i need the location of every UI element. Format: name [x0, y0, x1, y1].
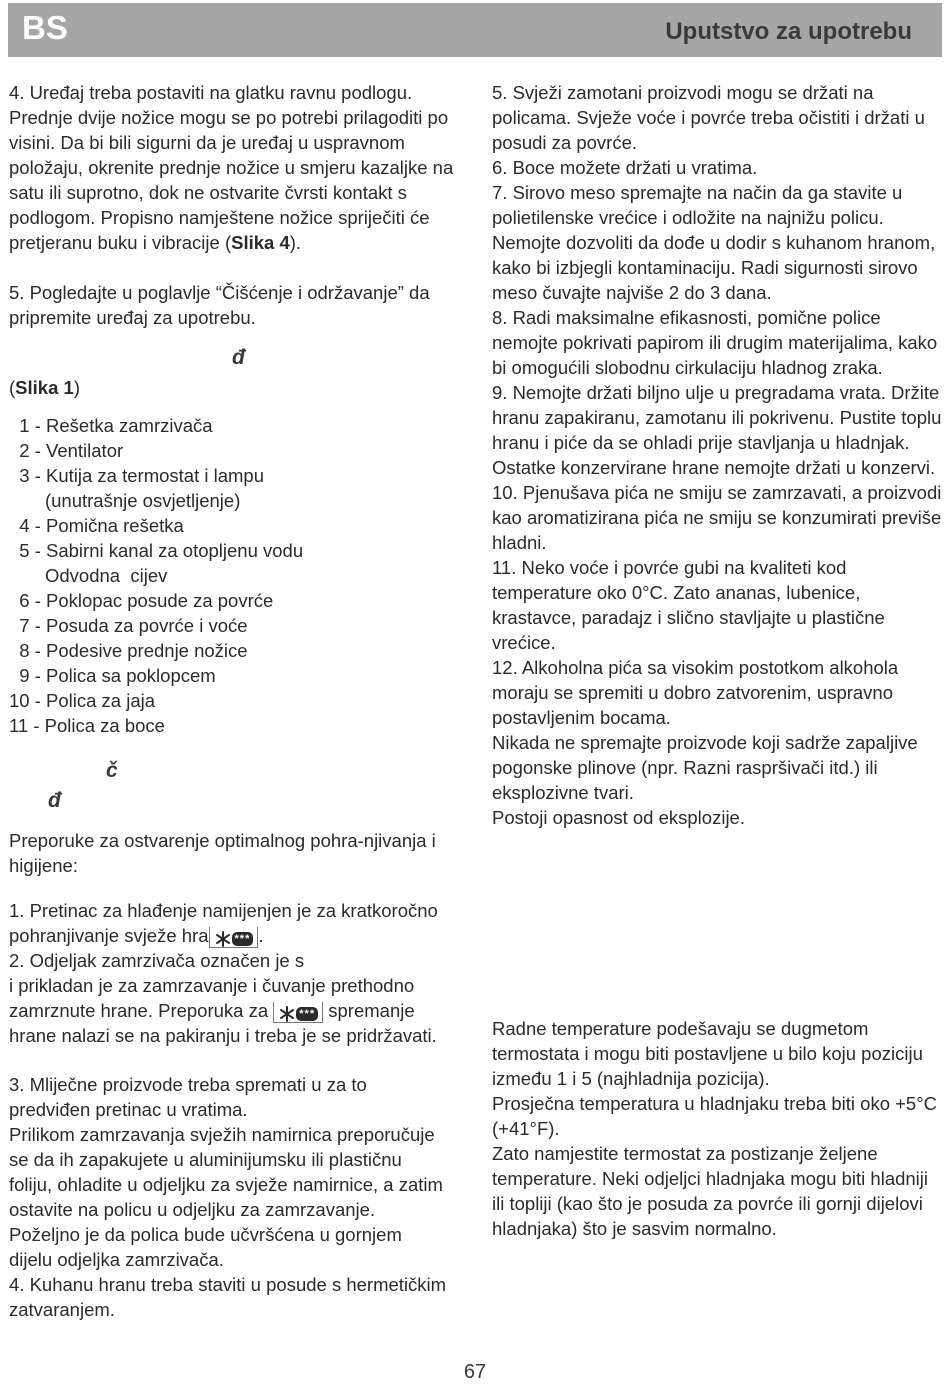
- storage-text: i prikladan je za zamrzavanje i čuvanje prethodno zamrznute hrane. Preporuka za: [9, 975, 415, 1021]
- recommendation-paragraph: Nemojte dozvoliti da dođe u dodir s kuhanom hranom, kako bi izbjegli kontaminaciju. Radi sigurnosti sirovo meso čuvajte najviše 2 do 3 dana.: [492, 232, 936, 303]
- recommendation-paragraph: 7. Sirovo meso spremajte na način da ga stavite u polietilenske vrećice i odložite na najnižu policu.: [492, 182, 903, 228]
- storage-item-1: [9, 898, 449, 948]
- snowflake-icon: [278, 1005, 296, 1023]
- storage-text: 2. Odjeljak zamrzivača označen je s: [9, 950, 305, 971]
- storage-text: 1. Pretinac za hlađenje namijenjen je za kratkoročno pohranjivanje svježe hra: [9, 900, 438, 946]
- recommendations-intro: Preporuke za ostvarenje optimalnog pohra-njivanja i higijene:: [9, 830, 436, 876]
- recommendation-paragraph: Nikada ne spremajte proizvode koji sadrže zapaljive pogonske plinove (npr. Razni raspršivači itd.) ili eksplozivne tvari.: [492, 732, 918, 803]
- fresh-compartment-symbol: [209, 927, 259, 948]
- parts-list-item: 7 - Posuda za povrće i voće: [9, 615, 248, 636]
- parts-list: [9, 413, 469, 738]
- temperature-section: [492, 1016, 944, 1241]
- parts-list-item: (unutrašnje osvjetljenje): [9, 490, 241, 511]
- paren-open: (: [9, 377, 16, 398]
- heading-fragment: č: [106, 759, 118, 782]
- storage-item-4: 4. Kuhanu hranu treba staviti u posude s hermetičkim zatvaranjem.: [9, 1274, 447, 1320]
- snowflake-icon: [214, 930, 232, 948]
- storage-text-end: .: [258, 925, 264, 946]
- freezer-symbol: [273, 1002, 323, 1023]
- recommendation-paragraph: 12. Alkoholna pića sa visokim postotkom alkohola moraju se spremiti u dobro zatvorenim, uspravno postavljenim bocama.: [492, 657, 899, 728]
- parts-list-item: 9 - Polica sa poklopcem: [9, 665, 216, 686]
- leveling-text-end: ).: [289, 232, 302, 253]
- parts-list-item: 11 - Polica za boce: [9, 715, 165, 736]
- figure-ref: Slika 4: [231, 232, 290, 253]
- storage-text-end: spremanje hrane nalazi se na pakiranju i treba je se pridržavati.: [9, 1000, 437, 1046]
- recommendation-paragraph: Postoji opasnost od eksplozije.: [492, 807, 745, 828]
- parts-list-item: 2 - Ventilator: [9, 440, 124, 461]
- freezer-stars-icon: ***: [232, 932, 254, 946]
- manual-title: Uputstvo za upotrebu: [665, 18, 912, 45]
- page-header: [8, 3, 942, 57]
- recommendation-paragraph: 9. Nemojte držati biljno ulje u pregradama vrata. Držite hranu zapakiranu, zamotanu ili pokrivenu. Pustite toplu hranu i piće da se ohladi prije stavljanja u hladnjak. Ostatke konzervirane hrane nemojte držati u konzervi.: [492, 382, 942, 478]
- heading-fragment: đ: [48, 789, 61, 812]
- parts-list-item: 1 - Rešetka zamrzivača: [9, 415, 213, 436]
- parts-list-item: Odvodna cijev: [9, 565, 168, 586]
- temperature-paragraph: Zato namjestite termostat za postizanje željene temperature. Neki odjeljci hladnjaka mogu biti hladniji ili topliji (kao što je posuda za povrće ili gornji dijelovi hladnjaka) što je sasvim normalno.: [492, 1143, 929, 1239]
- leveling-paragraph: [9, 80, 469, 255]
- shelf-advice: Poželjno je da polica bude učvršćena u gornjem dijelu odjeljka zamrzivača.: [9, 1224, 402, 1270]
- heading-fragment: đ: [232, 346, 245, 369]
- freezing-advice: Prilikom zamrzavanja svježih namirnica preporučuje se da ih zapakujete u aluminijumsku ili plastičnu foliju, ohladite u odjeljku za svježe namirnice, a zatim ostavite na policu u odjeljku za zamrzavanje.: [9, 1124, 443, 1220]
- recommendation-paragraph: 5. Svježi zamotani proizvodi mogu se držati na policama. Svježe voće i povrće treba očistiti i držati u posudi za povrće.: [492, 82, 925, 153]
- temperature-paragraph: Prosječna temperatura u hladnjaku treba biti oko +5°C (+41°F).: [492, 1093, 937, 1139]
- recommendation-paragraph: 10. Pjenušava pića ne smiju se zamrzavati, a proizvodi kao aromatizirana pića ne smiju se konzumirati previše hladni.: [492, 482, 942, 553]
- figure-label: Slika 1: [15, 377, 74, 398]
- temperature-paragraph: Radne temperature podešavaju se dugmetom termostata i mogu biti postavljene u bilo koju poziciju između 1 i 5 (najhladnija pozicija).: [492, 1018, 923, 1089]
- parts-list-item: 10 - Polica za jaja: [9, 690, 156, 711]
- parts-list-item: 5 - Sabirni kanal za otopljenu vodu: [9, 540, 304, 561]
- recommendation-paragraph: 8. Radi maksimalne efikasnosti, pomične police nemojte pokrivati papirom ili drugim materijalima, kako bi omogućili slobodnu cirkulaciju hladnog zraka.: [492, 307, 938, 378]
- recommendation-paragraph: 11. Neko voće i povrće gubi na kvaliteti kod temperature oko 0°C. Zato ananas, lubenice, krastavce, paradajz i slično stavljajte u plastične vrećice.: [492, 557, 885, 653]
- paren-close: ): [73, 377, 80, 398]
- parts-list-item: 3 - Kutija za termostat i lampu: [9, 465, 264, 486]
- leveling-text: 4. Uređaj treba postaviti na glatku ravnu podlogu. Prednje dvije nožice mogu se po potrebi prilagoditi po visini. Da bi bili sigurni da je uređaj u uspravnom položaju, okrenite prednje nožice u smjeru kazaljke na satu ili suprotno, dok ne ostvarite čvrsti kontakt s podlogom. Propisno namještene nožice spriječiti će pretjeranu buku i vibracije (: [9, 82, 454, 253]
- parts-list-item: 6 - Poklopac posude za povrće: [9, 590, 274, 611]
- recommendation-paragraph: 6. Boce možete držati u vratima.: [492, 157, 758, 178]
- recommendations-continued: [492, 80, 944, 830]
- parts-list-item: 8 - Podesive prednje nožice: [9, 640, 248, 661]
- storage-item-2: [9, 948, 449, 1048]
- figure-caption: [9, 375, 469, 400]
- freezer-stars-icon: ***: [296, 1007, 318, 1021]
- storage-item-3: [9, 1072, 449, 1322]
- language-code: BS: [22, 9, 68, 46]
- cleaning-reference: 5. Pogledajte u poglavlje “Čišćenje i održavanje” da pripremite uređaj za upotrebu.: [9, 282, 430, 328]
- storage-text: 3. Mliječne proizvode treba spremati u za to predviđen pretinac u vratima.: [9, 1074, 367, 1120]
- page-number: 67: [463, 1361, 487, 1383]
- parts-list-item: 4 - Pomična rešetka: [9, 515, 184, 536]
